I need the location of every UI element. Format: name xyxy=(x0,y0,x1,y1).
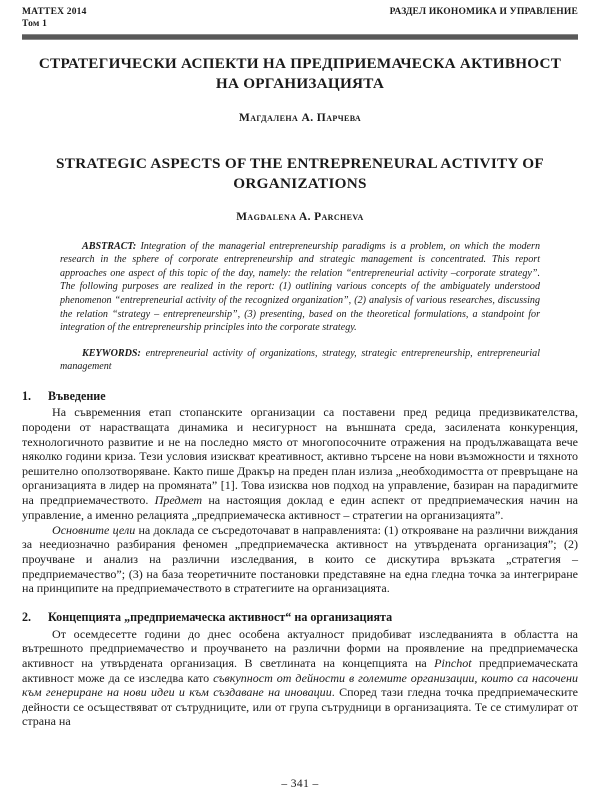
author-en: Magdalena A. Parcheva xyxy=(236,210,364,223)
section-1-title: Въведение xyxy=(48,388,106,403)
page-number: – 341 – xyxy=(281,778,319,790)
running-head-right: РАЗДЕЛ ИКОНОМИКА И УПРАВЛЕНИЕ xyxy=(389,7,578,17)
keywords-paragraph xyxy=(60,347,540,374)
section-1-paragraph-1: На съвременния етап стопанските организации са поставени пред редица предизвикателства, породени от нарастващата динамика и несигурност на външната среда, засилената конкуренция, технологичното развитие и не на последно място от многопосочните отражения на продължаващата вече няколко години криза. Тези условия изискват креативност, активно търсене на нови възможности и тяхното решително оползотворяване. Както пише Дракър на преден план излиза „необходимостта от превръщане на организацията в лидер на промяната” [1]. Това изисква нов подход на управление, базиран на парадигмите на предприемачеството. Предмет на настоящия доклад е един аспект от предприемаческия начин на управление, а именно релацията „предприемаческа активност – стратегии на организацията”. xyxy=(22,405,578,522)
section-2 xyxy=(22,610,578,729)
keywords-text: entrepreneurial activity of organizations, strategy, strategic entrepreneurship, entrepreneurial management xyxy=(60,347,540,373)
running-head-left xyxy=(22,6,87,30)
section-1-paragraph-2: Основните цели на доклада се съсредоточават в направленията: (1) открояване на различни виждания за неедиозначно разбирания феномен „предприемаческа активност на утвърдената организация”; (2) проучване и анализ на различни изследвания, в които се дискутира връзката „стратегия – предприемачество”; (3) на база теоретичните постановки представяне на една гледна точка за интегриране на принципите на предприемачеството в стратегиите на организацията. xyxy=(22,522,579,596)
page-title-en: STRATEGIC ASPECTS OF THE ENTREPRENEURAL ACTIVITY OF ORGANIZATIONS xyxy=(56,154,544,192)
running-head xyxy=(22,6,578,30)
section-1 xyxy=(22,389,578,596)
page-title-bg: СТРАТЕГИЧЕСКИ АСПЕКТИ НА ПРЕДПРИЕМАЧЕСКА АКТИВНОСТ НА ОРГАНИЗАЦИЯТА xyxy=(38,55,562,93)
journal-title: MATTEX 2014 xyxy=(22,7,87,17)
abstract-paragraph xyxy=(60,240,540,335)
abstract-label: ABSTRACT: xyxy=(82,240,137,252)
section-2-number: 2. xyxy=(22,609,32,624)
keywords-label: KEYWORDS: xyxy=(82,347,141,359)
section-2-title: Концепцията „предприемаческа активност“ на организацията xyxy=(48,609,393,624)
section-2-paragraph-1: От осемдесетте години до днес особена актуалност придобиват изследванията в областта на вътрешното предприемачество и проучването на различни форми на проявление на предприемаческа активност на утвърдената организация. В светлината на концепцията на Pinchot предприемаческата активност може да се изследва като съвкупност от дейности в големите организации, които са насочени към генериране на нови идеи и към създаване на иновации. Според тази гледна точка предприемаческите дейности се осъществяват от сътрудниците, или от група сътрудници в организацията. Те се стимулират от страна на xyxy=(22,626,578,729)
abstract-text: Integration of the managerial entrepreneurship paradigms is a problem, on which the modern research in the sphere of corporate entrepreneurship and strategic management is concentrated. This report approaches one aspect of this topic of the day, namely: the relation “entrepreneurial activity –corporate strategy”. The following purposes are realized in the report: (1) outlining various concepts of the ambiguately understood phenomenon “entrepreneurial activity of the recognized organization”, (2) analysis of various researches, discussing the relation “strategy – entrepreneurship”, (3) presenting, based on the theoretical formulations, a standpoint for integration of the entrepreneurship principles into the corporate strategy. xyxy=(60,240,540,334)
volume-label: Том 1 xyxy=(22,19,48,30)
section-1-number: 1. xyxy=(22,388,32,403)
author-bg: Магдалена А. Парчева xyxy=(238,110,362,124)
abstract-block xyxy=(60,240,540,374)
header-divider xyxy=(22,34,578,40)
section-1-heading xyxy=(22,389,578,405)
section-2-heading xyxy=(22,610,578,626)
